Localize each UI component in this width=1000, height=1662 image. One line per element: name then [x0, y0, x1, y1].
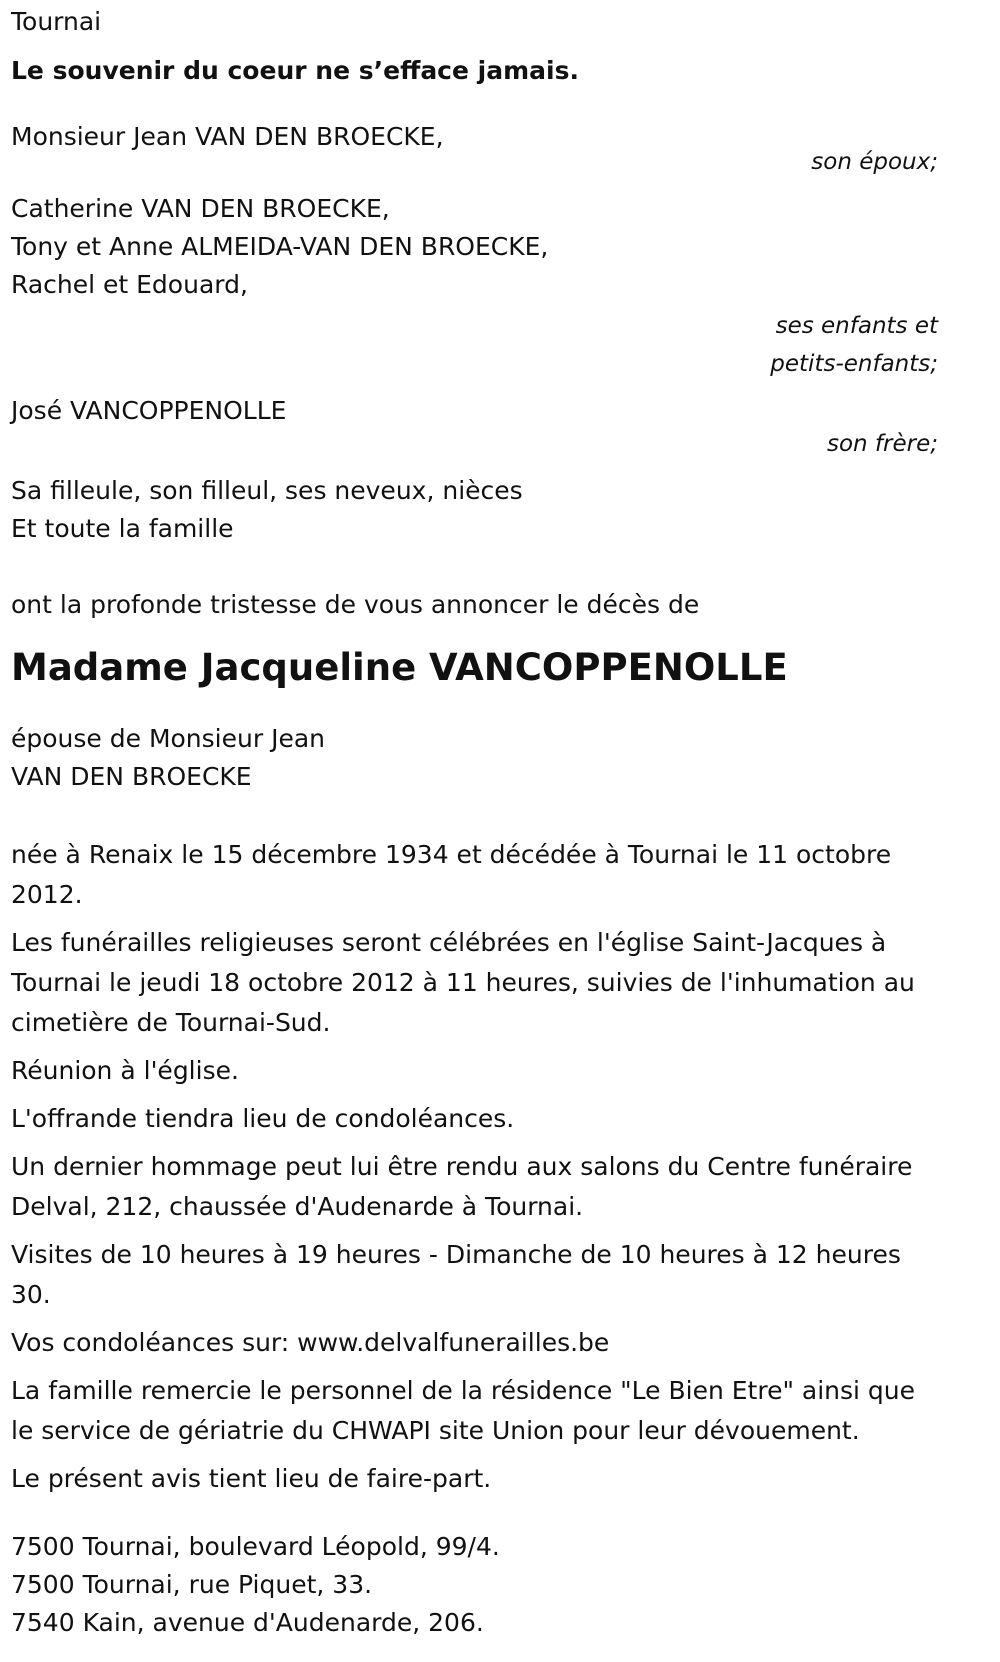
address-line: 7540 Kain, avenue d'Audenarde, 206. — [11, 1608, 484, 1637]
deceased-spouse-block — [11, 719, 938, 797]
children-relation-line-1: ses enfants et — [775, 313, 938, 339]
announcement-text: ont la profonde tristesse de vous annoncer le décès de — [11, 590, 700, 619]
others-line: Et toute la famille — [11, 514, 234, 543]
deceased-spouse-line: épouse de Monsieur Jean — [11, 724, 325, 753]
motto: Le souvenir du coeur ne s’efface jamais. — [11, 56, 579, 85]
birth-death-paragraph: née à Renaix le 15 décembre 1934 et décédée à Tournai le 11 octobre 2012. — [11, 840, 892, 909]
thanks-paragraph: La famille remercie le personnel de la résidence "Le Bien Etre" ainsi que le service de gériatrie du CHWAPI site Union pour leur dévouement. — [11, 1376, 916, 1445]
deceased-name: Madame Jacqueline VANCOPPENOLLE — [11, 646, 788, 689]
condolences-paragraph: Vos condoléances sur: www.delvalfunerailles.be — [11, 1328, 610, 1357]
city-header: Tournai — [11, 7, 102, 36]
deceased-spouse-line: VAN DEN BROECKE — [11, 762, 252, 791]
address-line: 7500 Tournai, boulevard Léopold, 99/4. — [11, 1532, 500, 1561]
notice-paragraph: Le présent avis tient lieu de faire-part. — [11, 1464, 492, 1493]
spouse-name: Monsieur Jean VAN DEN BROECKE, — [11, 122, 444, 151]
spouse-block — [11, 117, 938, 181]
brother-name: José VANCOPPENOLLE — [11, 396, 287, 425]
details-block — [11, 835, 938, 1499]
addresses-block — [11, 1527, 938, 1643]
child-line: Catherine VAN DEN BROECKE, — [11, 194, 390, 223]
children-block — [11, 189, 938, 383]
others-line: Sa filleule, son filleul, ses neveux, nièces — [11, 476, 523, 505]
child-line: Rachel et Edouard, — [11, 270, 248, 299]
brother-block — [11, 391, 938, 463]
meeting-paragraph: Réunion à l'église. — [11, 1056, 239, 1085]
brother-relation: son frère; — [826, 431, 938, 457]
spouse-relation: son époux; — [811, 149, 938, 175]
tribute-paragraph: Un dernier hommage peut lui être rendu aux salons du Centre funéraire Delval, 212, chaussée d'Audenarde à Tournai. — [11, 1152, 913, 1221]
visits-paragraph: Visites de 10 heures à 19 heures - Dimanche de 10 heures à 12 heures 30. — [11, 1240, 901, 1309]
others-block — [11, 471, 938, 549]
offering-paragraph: L'offrande tiendra lieu de condoléances. — [11, 1104, 515, 1133]
child-line: Tony et Anne ALMEIDA-VAN DEN BROECKE, — [11, 232, 549, 261]
children-relation-line-2: petits-enfants; — [770, 351, 938, 377]
funeral-paragraph: Les funérailles religieuses seront célébrées en l'église Saint-Jacques à Tournai le jeudi 18 octobre 2012 à 11 heures, suivies de l'inhumation au cimetière de Tournai-Sud. — [11, 928, 915, 1037]
address-line: 7500 Tournai, rue Piquet, 33. — [11, 1570, 373, 1599]
